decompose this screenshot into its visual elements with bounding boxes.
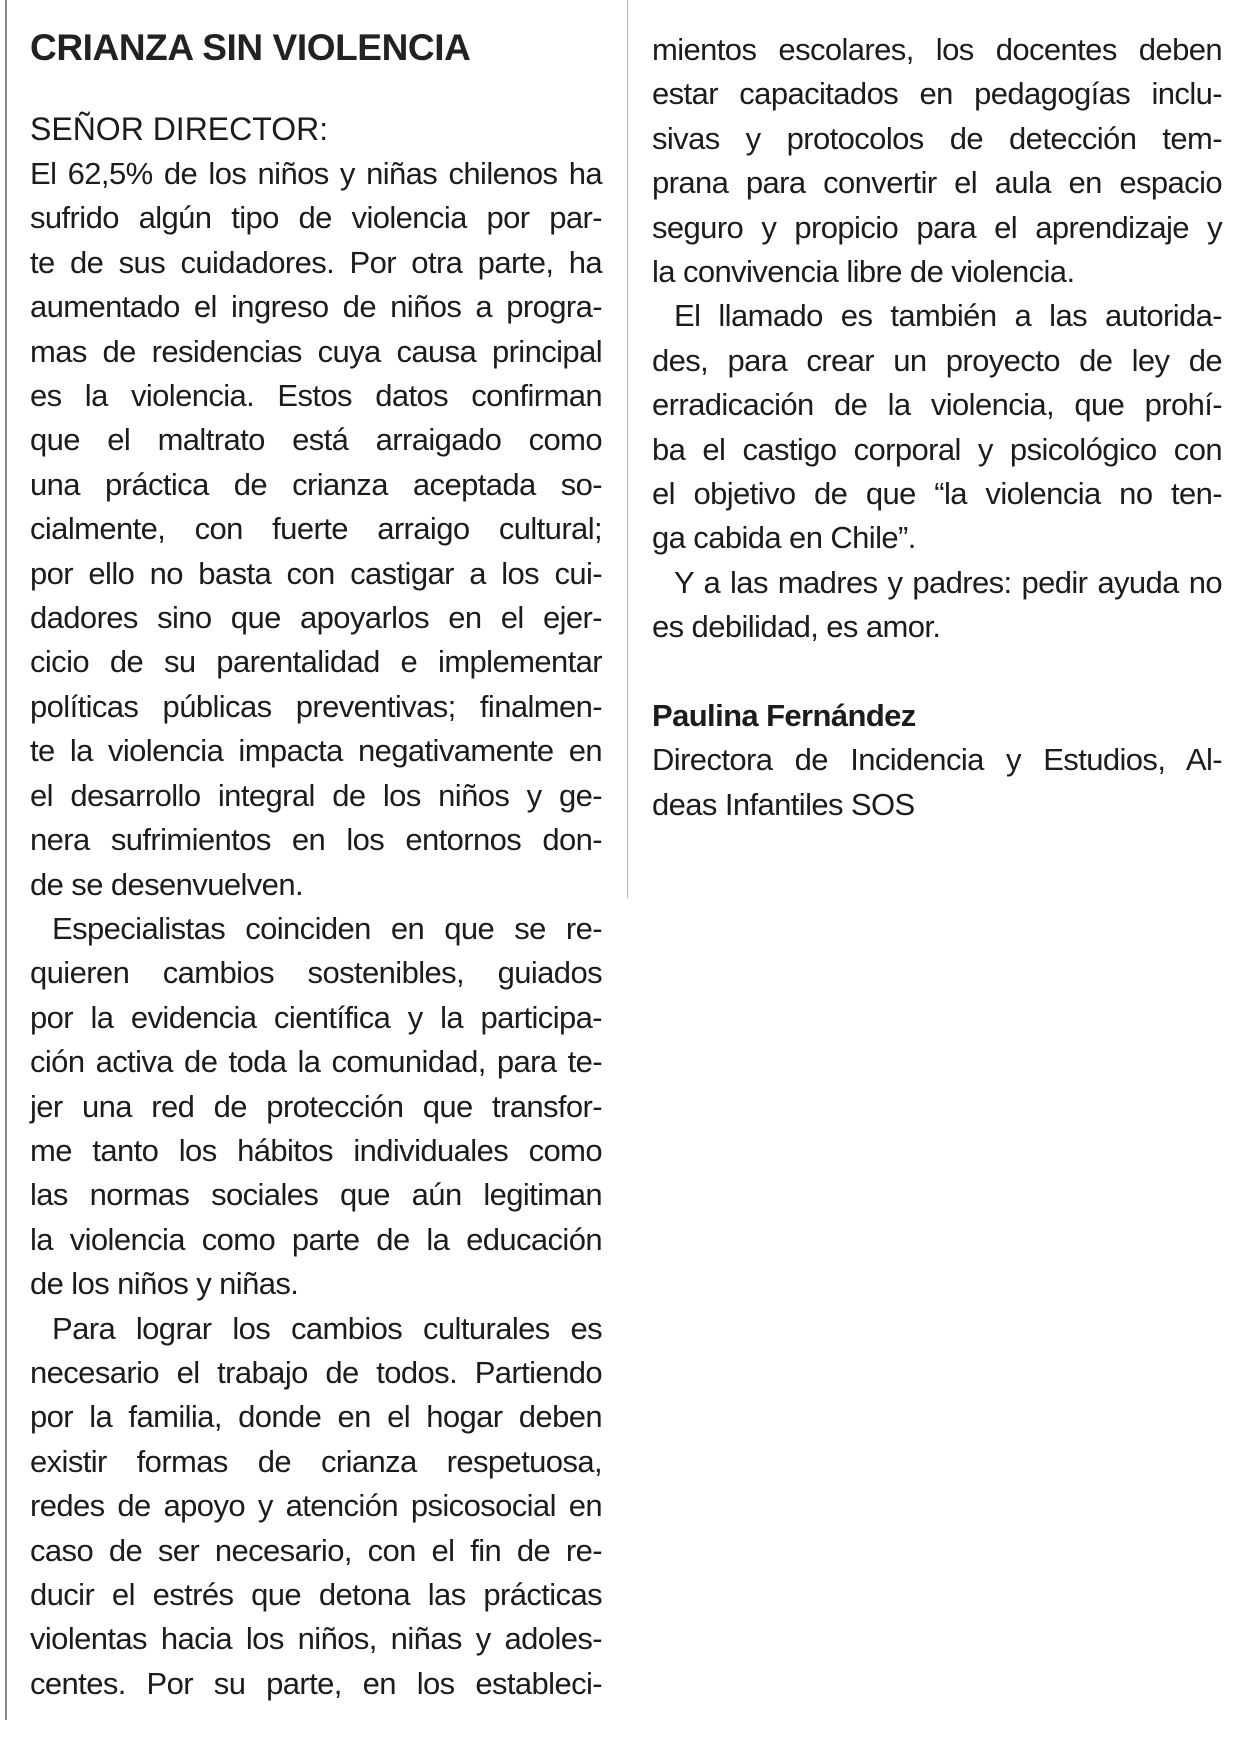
page-edge-line bbox=[5, 0, 7, 1720]
body-line: por ello no basta con castigar a los cui- bbox=[30, 555, 602, 591]
column-divider bbox=[627, 0, 628, 898]
body-line: existir formas de crianza respetuosa, bbox=[30, 1443, 602, 1479]
body-line: mientos escolares, los docentes deben bbox=[652, 32, 1222, 67]
body-line: la violencia como parte de la educación bbox=[30, 1221, 602, 1257]
body-line: Para lograr los cambios culturales es bbox=[52, 1310, 602, 1346]
body-line: la convivencia libre de violencia. bbox=[652, 254, 1075, 290]
body-line: centes. Por su parte, en los estableci- bbox=[30, 1665, 602, 1701]
right-column bbox=[652, 28, 1222, 827]
body-line: el objetivo de que “la violencia no ten- bbox=[652, 476, 1222, 512]
body-line: te de sus cuidadores. Por otra parte, ha bbox=[30, 244, 602, 280]
body-line: las normas sociales que aún legitiman bbox=[30, 1177, 602, 1213]
body-line: el desarrollo integral de los niños y ge- bbox=[30, 777, 602, 813]
body-line: de se desenvuelven. bbox=[30, 866, 303, 902]
headline: CRIANZA SIN VIOLENCIA bbox=[30, 27, 471, 68]
body-line: jer una red de protección que transfor- bbox=[30, 1088, 602, 1124]
body-line: me tanto los hábitos individuales como bbox=[30, 1132, 602, 1168]
body-line: erradicación de la violencia, que prohí- bbox=[652, 387, 1222, 423]
body-line: mas de residencias cuya causa principal bbox=[30, 333, 602, 369]
body-line: te la violencia impacta negativamente en bbox=[30, 733, 602, 769]
body-line: redes de apoyo y atención psicosocial en bbox=[30, 1488, 602, 1524]
body-line: aumentado el ingreso de niños a progra- bbox=[30, 289, 602, 325]
body-line: nera sufrimientos en los entornos don- bbox=[30, 822, 602, 858]
left-column bbox=[30, 28, 602, 1706]
signature-role: Directora de Incidencia y Estudios, Al- bbox=[652, 742, 1222, 778]
body-line: violentas hacia los niños, niñas y adoles- bbox=[30, 1621, 602, 1657]
signature-role: deas Infantiles SOS bbox=[652, 786, 915, 822]
body-line: sivas y protocolos de detección tem- bbox=[652, 120, 1222, 156]
signature-name: Paulina Fernández bbox=[652, 697, 916, 733]
body-line: es debilidad, es amor. bbox=[652, 609, 941, 645]
body-line: necesario el trabajo de todos. Partiendo bbox=[30, 1354, 602, 1390]
body-line: cicio de su parentalidad e implementar bbox=[30, 644, 602, 680]
body-line: quieren cambios sostenibles, guiados bbox=[30, 955, 602, 991]
body-line: estar capacitados en pedagogías inclu- bbox=[652, 76, 1222, 112]
body-line: una práctica de crianza aceptada so- bbox=[30, 466, 602, 502]
salutation: SEÑOR DIRECTOR: bbox=[30, 111, 329, 147]
body-line: Especialistas coinciden en que se re- bbox=[52, 910, 602, 946]
body-line: por la evidencia científica y la participa- bbox=[30, 999, 602, 1035]
body-line: Y a las madres y padres: pedir ayuda no bbox=[674, 564, 1222, 600]
body-line: cialmente, con fuerte arraigo cultural; bbox=[30, 511, 602, 547]
body-line: des, para crear un proyecto de ley de bbox=[652, 342, 1222, 378]
body-line: de los niños y niñas. bbox=[30, 1266, 299, 1302]
body-line: El llamado es también a las autorida- bbox=[674, 298, 1222, 334]
body-line: ducir el estrés que detona las prácticas bbox=[30, 1577, 602, 1612]
body-line: caso de ser necesario, con el fin de re- bbox=[30, 1532, 602, 1568]
body-line: prana para convertir el aula en espacio bbox=[652, 165, 1222, 201]
body-line: ga cabida en Chile”. bbox=[652, 520, 916, 556]
body-line: políticas públicas preventivas; finalmen- bbox=[30, 688, 602, 724]
body-line: ba el castigo corporal y psicológico con bbox=[652, 431, 1222, 467]
body-line: El 62,5% de los niños y niñas chilenos ha bbox=[30, 156, 602, 191]
body-line: que el maltrato está arraigado como bbox=[30, 422, 602, 458]
body-line: por la familia, donde en el hogar deben bbox=[30, 1399, 602, 1435]
body-line: ción activa de toda la comunidad, para te- bbox=[30, 1044, 602, 1080]
body-line: seguro y propicio para el aprendizaje y bbox=[652, 209, 1222, 245]
body-line: es la violencia. Estos datos confirman bbox=[30, 378, 602, 414]
body-line: sufrido algún tipo de violencia por par- bbox=[30, 200, 602, 236]
body-line: dadores sino que apoyarlos en el ejer- bbox=[30, 600, 602, 636]
